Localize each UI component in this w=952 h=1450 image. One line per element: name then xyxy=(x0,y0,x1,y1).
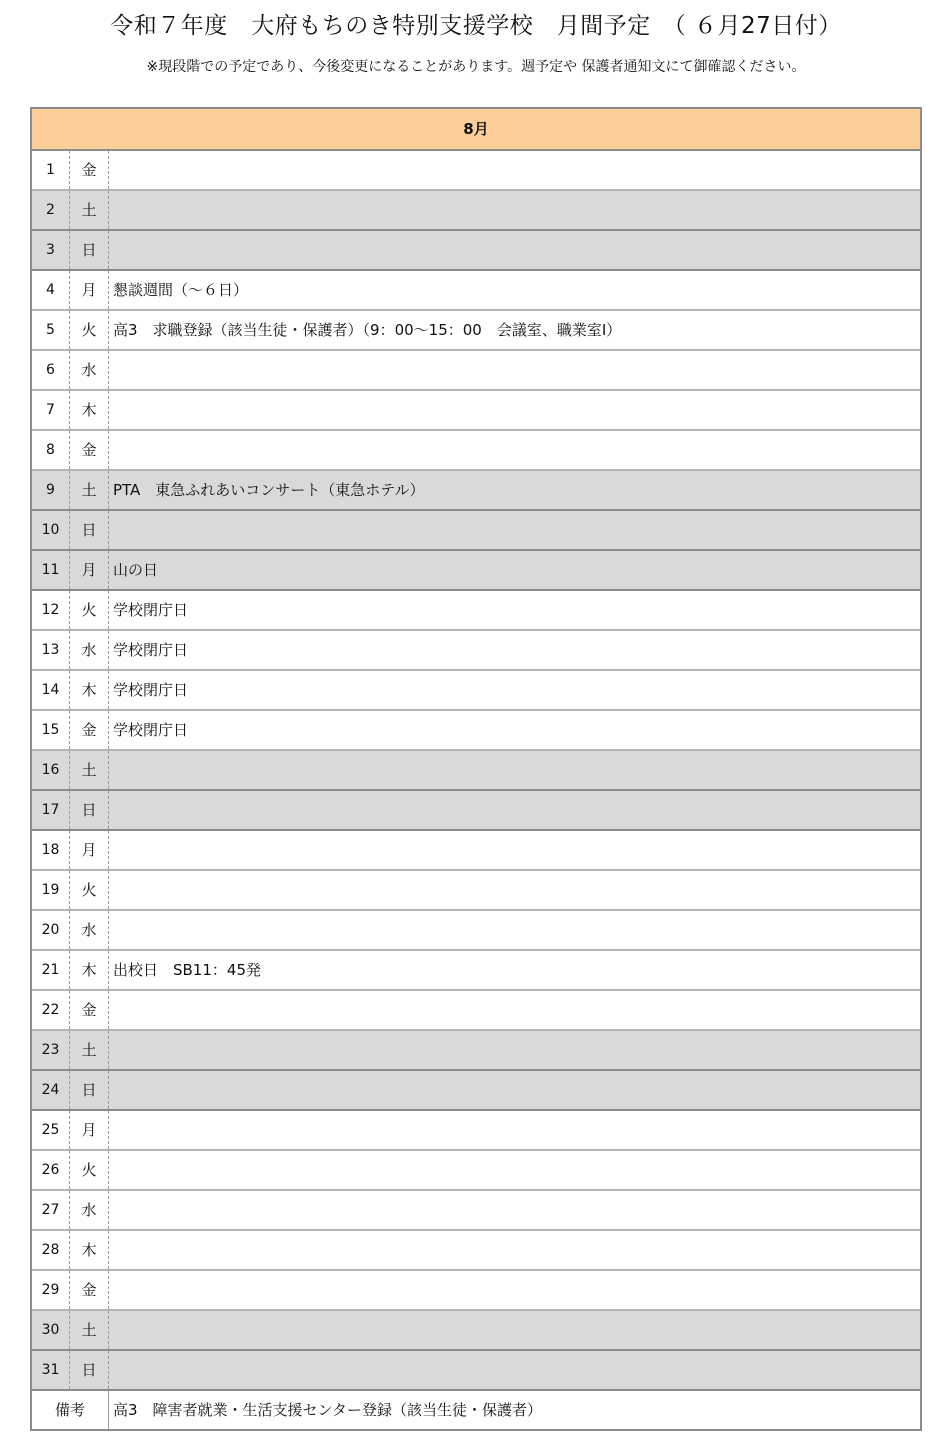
day-of-week: 月 xyxy=(70,271,109,309)
day-number: 8 xyxy=(32,431,70,469)
table-row xyxy=(32,1271,920,1311)
day-number: 7 xyxy=(32,391,70,429)
table-row xyxy=(32,1231,920,1271)
day-number: 12 xyxy=(32,591,70,629)
event-text: 学校閉庁日 xyxy=(113,601,189,619)
day-of-week: 土 xyxy=(70,471,109,509)
day-of-week: 土 xyxy=(70,1311,109,1349)
day-number: 10 xyxy=(32,511,70,549)
day-of-week: 日 xyxy=(70,231,109,269)
day-number: 23 xyxy=(32,1031,70,1069)
day-number: 20 xyxy=(32,911,70,949)
table-row xyxy=(32,1311,920,1351)
day-of-week: 月 xyxy=(70,831,109,869)
table-row xyxy=(32,591,920,631)
event-text: PTA 東急ふれあいコンサート（東急ホテル） xyxy=(113,481,425,499)
event-text xyxy=(109,191,920,229)
day-of-week: 火 xyxy=(70,591,109,629)
day-of-week: 金 xyxy=(70,711,109,749)
table-row xyxy=(32,1071,920,1111)
day-number: 14 xyxy=(32,671,70,709)
day-number: 28 xyxy=(32,1231,70,1269)
day-of-week: 金 xyxy=(70,991,109,1029)
table-row xyxy=(32,1191,920,1231)
table-row xyxy=(32,191,920,231)
table-row xyxy=(32,671,920,711)
day-of-week: 日 xyxy=(70,1071,109,1109)
event-text: 学校閉庁日 xyxy=(113,681,189,699)
table-row xyxy=(32,991,920,1031)
day-number: 21 xyxy=(32,951,70,989)
table-row xyxy=(32,751,920,791)
event-text xyxy=(109,391,920,429)
event-text xyxy=(109,1271,920,1309)
event-text xyxy=(109,1311,920,1349)
day-of-week: 火 xyxy=(70,1151,109,1189)
day-number: 1 xyxy=(32,151,70,189)
day-of-week: 木 xyxy=(70,951,109,989)
table-row xyxy=(32,271,920,311)
day-of-week: 月 xyxy=(70,551,109,589)
event-text: 高3 求職登録（該当生徒・保護者）（9：00～15：00 会議室、職業室Ⅰ） xyxy=(113,321,622,339)
page-title: 令和７年度 大府もちのき特別支援学校 月間予定 （ ６月27日付） xyxy=(110,13,842,39)
table-row xyxy=(32,471,920,511)
day-number: 5 xyxy=(32,311,70,349)
day-number: 16 xyxy=(32,751,70,789)
event-text xyxy=(109,231,920,269)
day-of-week: 土 xyxy=(70,191,109,229)
schedule-note: ※現段階での予定であり、今後変更になることがあります。週予定や 保護者通知文にて御確認ください。 xyxy=(146,59,806,75)
day-number: 27 xyxy=(32,1191,70,1229)
remarks-row xyxy=(32,1391,920,1429)
table-row xyxy=(32,551,920,591)
day-of-week: 木 xyxy=(70,671,109,709)
event-text xyxy=(109,1031,920,1069)
day-number: 19 xyxy=(32,871,70,909)
event-text xyxy=(109,991,920,1029)
event-text xyxy=(109,1151,920,1189)
day-number: 26 xyxy=(32,1151,70,1189)
day-of-week: 日 xyxy=(70,1351,109,1389)
event-text xyxy=(109,1071,920,1109)
day-of-week: 日 xyxy=(70,511,109,549)
event-text xyxy=(109,151,920,189)
day-of-week: 金 xyxy=(70,151,109,189)
day-of-week: 木 xyxy=(70,391,109,429)
day-of-week: 水 xyxy=(70,911,109,949)
event-text: 学校閉庁日 xyxy=(113,721,189,739)
remarks-text: 高3 障害者就業・生活支援センター登録（該当生徒・保護者） xyxy=(113,1401,542,1419)
day-of-week: 日 xyxy=(70,791,109,829)
event-text xyxy=(109,791,920,829)
event-text xyxy=(109,911,920,949)
table-row xyxy=(32,1351,920,1391)
day-number: 25 xyxy=(32,1111,70,1149)
day-number: 13 xyxy=(32,631,70,669)
day-number: 29 xyxy=(32,1271,70,1309)
day-number: 22 xyxy=(32,991,70,1029)
remarks-label: 備考 xyxy=(32,1391,109,1429)
day-number: 15 xyxy=(32,711,70,749)
day-of-week: 水 xyxy=(70,351,109,389)
event-text xyxy=(109,1191,920,1229)
day-of-week: 金 xyxy=(70,431,109,469)
table-row xyxy=(32,911,920,951)
day-number: 30 xyxy=(32,1311,70,1349)
day-number: 9 xyxy=(32,471,70,509)
event-text: 山の日 xyxy=(113,561,159,579)
day-rows xyxy=(32,151,920,1391)
day-number: 18 xyxy=(32,831,70,869)
table-row xyxy=(32,231,920,271)
day-number: 17 xyxy=(32,791,70,829)
day-number: 31 xyxy=(32,1351,70,1389)
day-of-week: 火 xyxy=(70,871,109,909)
day-of-week: 水 xyxy=(70,1191,109,1229)
monthly-schedule-table xyxy=(30,107,922,1431)
day-of-week: 木 xyxy=(70,1231,109,1269)
event-text xyxy=(109,431,920,469)
event-text xyxy=(109,831,920,869)
table-row xyxy=(32,711,920,751)
event-text: 出校日 SB11：45発 xyxy=(113,961,261,979)
table-row xyxy=(32,791,920,831)
event-text xyxy=(109,1351,920,1389)
day-number: 4 xyxy=(32,271,70,309)
table-row xyxy=(32,311,920,351)
table-row xyxy=(32,871,920,911)
day-of-week: 水 xyxy=(70,631,109,669)
event-text: 学校閉庁日 xyxy=(113,641,189,659)
event-text xyxy=(109,751,920,789)
event-text: 懇談週間（～６日） xyxy=(113,281,249,299)
day-number: 3 xyxy=(32,231,70,269)
event-text xyxy=(109,1231,920,1269)
table-row xyxy=(32,151,920,191)
table-row xyxy=(32,391,920,431)
table-row xyxy=(32,1031,920,1071)
month-header: 8月 xyxy=(32,109,920,151)
day-number: 6 xyxy=(32,351,70,389)
day-of-week: 土 xyxy=(70,751,109,789)
table-row xyxy=(32,511,920,551)
day-number: 2 xyxy=(32,191,70,229)
event-text xyxy=(109,871,920,909)
event-text xyxy=(109,511,920,549)
event-text xyxy=(109,351,920,389)
day-of-week: 土 xyxy=(70,1031,109,1069)
day-number: 11 xyxy=(32,551,70,589)
day-of-week: 月 xyxy=(70,1111,109,1149)
table-row xyxy=(32,431,920,471)
table-row xyxy=(32,831,920,871)
table-row xyxy=(32,351,920,391)
table-row xyxy=(32,631,920,671)
day-number: 24 xyxy=(32,1071,70,1109)
day-of-week: 金 xyxy=(70,1271,109,1309)
table-row xyxy=(32,1151,920,1191)
day-of-week: 火 xyxy=(70,311,109,349)
event-text xyxy=(109,1111,920,1149)
table-row xyxy=(32,1111,920,1151)
table-row xyxy=(32,951,920,991)
